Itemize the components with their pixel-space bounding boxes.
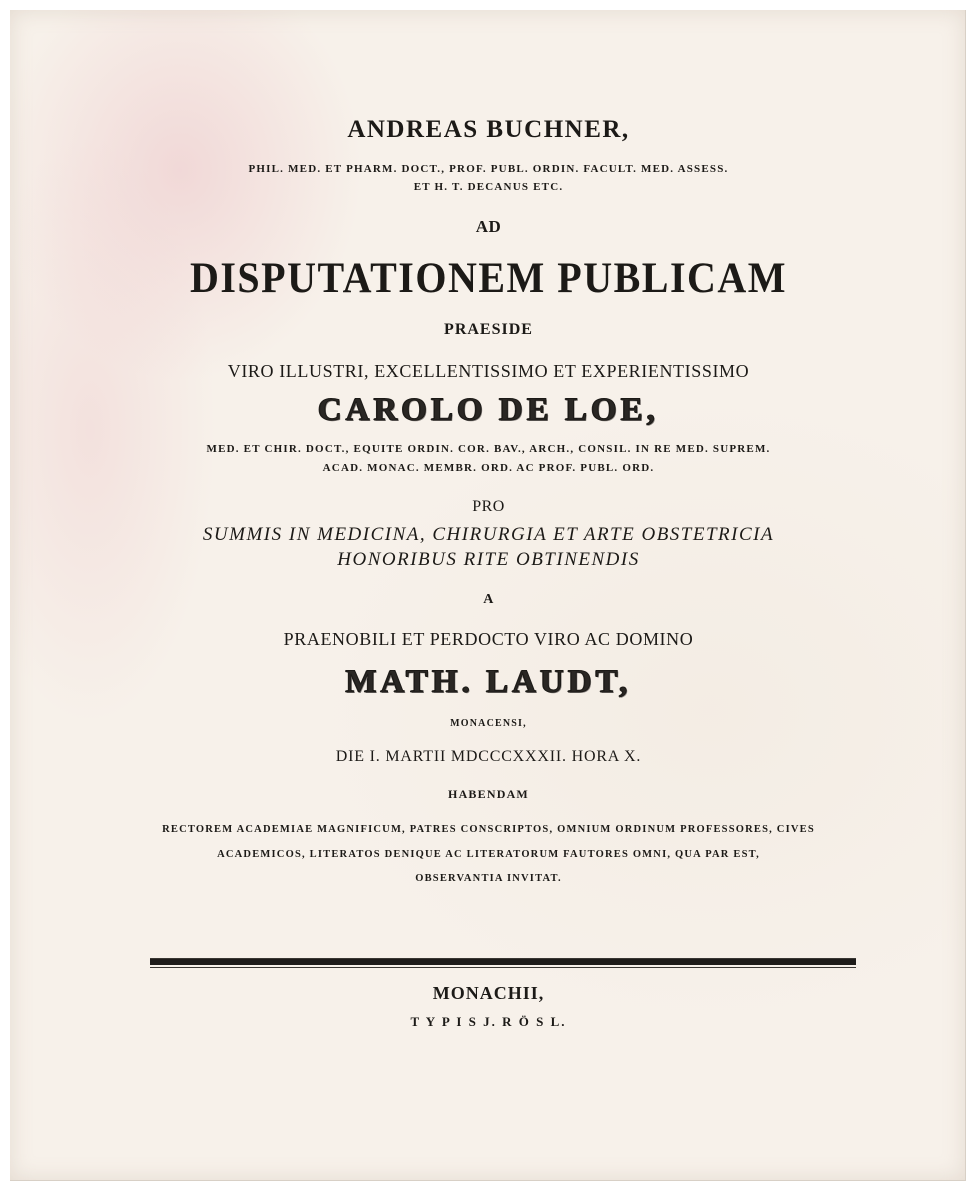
divider-rule-thick (150, 959, 856, 965)
author-titles-line-2: ET H. T. DECANUS ETC. (413, 181, 564, 193)
praeside-word: PRAESIDE (444, 321, 533, 338)
main-title: DISPUTATIONEM PUBLICAM (189, 253, 788, 302)
ad-word: AD (475, 217, 502, 236)
candidate-origin: MONACENSI, (450, 718, 527, 729)
praeses-titles-line-1: MED. ET CHIR. DOCT., EQUITE ORDIN. COR. BAV., ARCH., CONSIL. IN RE MED. SUPREM. (206, 443, 771, 455)
divider-rule (150, 956, 856, 968)
praeses-titles-line-2: ACAD. MONAC. MEMBR. ORD. AC PROF. PUBL. ORD. (322, 462, 655, 474)
invitation-line-2: ACADEMICOS, LITERATOS DENIQUE AC LITERATORUM FAUTORES OMNI, QUA PAR EST, (217, 849, 760, 860)
viro-line: VIRO ILLUSTRI, EXCELLENTISSIMO ET EXPERIENTISSIMO (227, 361, 750, 381)
printer-line: T Y P I S J. R Ö S L. (410, 1014, 567, 1029)
praeses-name: CAROLO DE LOE, (317, 392, 660, 428)
author-titles-line-1: PHIL. MED. ET PHARM. DOCT., PROF. PUBL. ORDIN. FACULT. MED. ASSESS. (248, 163, 729, 175)
pro-word: PRO (472, 498, 505, 515)
invitation-line-3: OBSERVANTIA INVITAT. (415, 873, 562, 884)
candidate-intro: PRAENOBILI ET PERDOCTO VIRO AC DOMINO (283, 629, 694, 649)
a-word: A (483, 592, 494, 607)
candidate-name: MATH. LAUDT, (345, 664, 632, 700)
habendam-word: HABENDAM (448, 787, 529, 801)
honors-line-2: HONORIBUS RITE OBTINENDIS (337, 549, 640, 570)
author-name: ANDREAS BUCHNER, (347, 116, 630, 143)
invitation-line-1: RECTOREM ACADEMIAE MAGNIFICUM, PATRES CONSCRIPTOS, OMNIUM ORDINUM PROFESSORES, CIVES (162, 824, 815, 835)
divider-rule-bottom-thin (150, 967, 856, 968)
date-line: DIE I. MARTII MDCCCXXXII. HORA X. (335, 748, 642, 765)
honors-line-1: SUMMIS IN MEDICINA, CHIRURGIA ET ARTE OBSTETRICIA (202, 524, 775, 545)
place-of-print: MONACHII, (432, 983, 545, 1003)
